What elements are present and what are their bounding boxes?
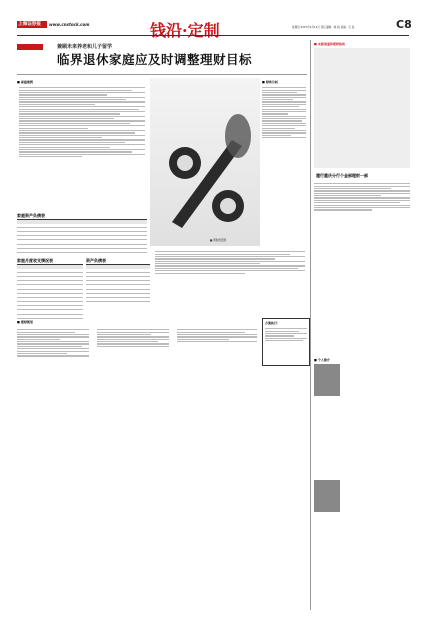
- page-number: C8: [396, 18, 412, 31]
- headline-title: 临界退休家庭应及时调整理财目标: [57, 52, 253, 67]
- suggestion-box: [262, 318, 310, 366]
- date-line: 星期四 2007年6月14日 责任编辑：晓 娟 美编：石 斌: [292, 26, 355, 29]
- suggestion-text: [265, 327, 307, 363]
- column-name: 钱沿·定制: [150, 21, 220, 40]
- percent-sign-icon: [150, 78, 260, 246]
- headline-rule: [17, 74, 307, 75]
- suggestion-heading: 方案执行：: [265, 321, 281, 325]
- headline-block: [17, 40, 307, 70]
- sidebar-divider: [310, 40, 311, 610]
- person-photo-1: [314, 364, 340, 396]
- headline-tag: [17, 44, 43, 60]
- sidebar-article-text: [314, 182, 410, 352]
- mid-text: [155, 250, 305, 310]
- investment-title: 资产负债表: [86, 258, 106, 263]
- case-text: [19, 86, 145, 206]
- person-photo-2: [314, 480, 340, 512]
- analysis-section: [262, 80, 306, 245]
- planning-col-1: [17, 328, 89, 608]
- family-assets-title: 家庭资产负债表: [17, 213, 45, 218]
- case-section: [17, 80, 147, 210]
- sidebar-article-title: 建行重庆分行个金部理财一部: [316, 173, 368, 178]
- analysis-heading: ■ 财务分析: [262, 80, 278, 84]
- sidebar: [314, 40, 410, 610]
- headline-kicker: 兼顾未来养老和儿子留学: [57, 44, 113, 50]
- sidebar-person-caption: ■ 个人简介: [314, 358, 330, 362]
- planning-heading: ■ 理财规划: [17, 320, 33, 324]
- planning-section: [17, 320, 257, 610]
- sidebar-promo-box: [314, 48, 410, 168]
- case-heading: ■ 家庭案例: [17, 80, 33, 84]
- family-assets-table: [17, 219, 147, 254]
- investment-table: [86, 264, 150, 315]
- planning-col-3: [177, 328, 257, 608]
- image-caption: ■ 理财配置图: [210, 239, 227, 242]
- headline-tag-text: 精选热手案例: [18, 56, 39, 60]
- monthly-income-title: 家庭月度收支情况表: [17, 258, 53, 263]
- planning-col-2: [97, 328, 169, 608]
- analysis-text: [262, 86, 306, 244]
- masthead-divider: [17, 35, 409, 36]
- paper-url: www.cnstock.com: [49, 22, 90, 27]
- paper-name: 上海证券报: [18, 22, 41, 27]
- percent-illustration: [150, 78, 260, 246]
- sidebar-section-title: ■ 来源渠道和理财热线: [314, 42, 345, 46]
- monthly-income-table: [17, 264, 83, 315]
